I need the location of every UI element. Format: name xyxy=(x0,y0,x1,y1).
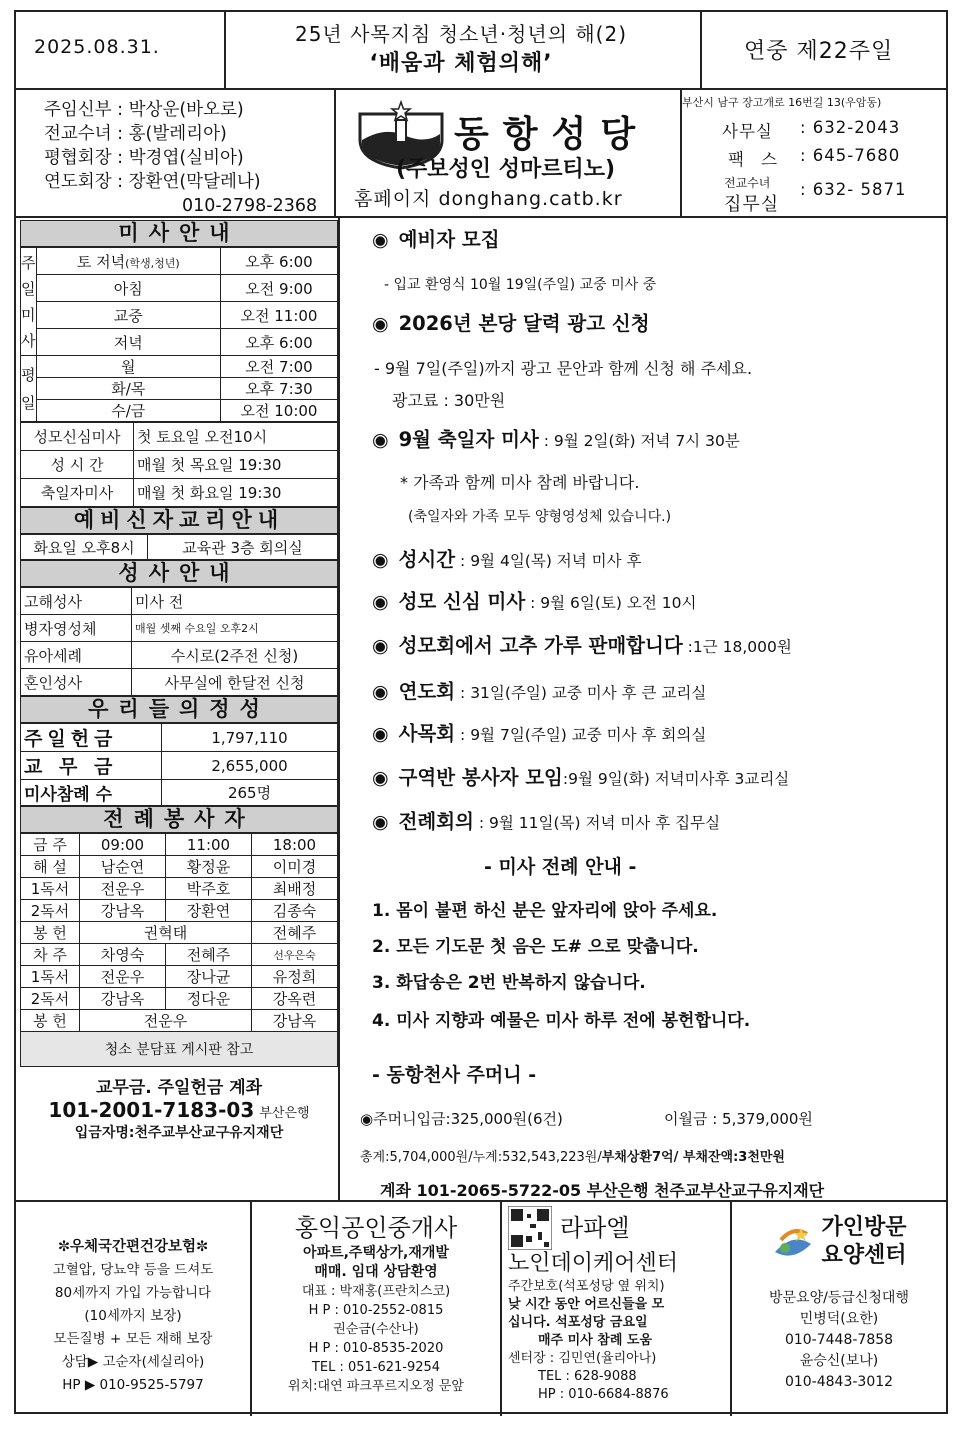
server-role: 봉 헌 xyxy=(21,1010,80,1032)
server-role: 1독서 xyxy=(21,966,80,988)
account-bank: 부산은행 xyxy=(259,1106,310,1121)
patron-saint: (주보성인 성마르티노) xyxy=(396,157,616,182)
notice-item: ◉ 성모 신심 미사 : 9월 6일(토) 오전 10시 xyxy=(372,590,697,613)
mass-time: 오전 10:00 xyxy=(221,400,338,422)
ad-subtitle: 요양센터 xyxy=(821,1243,907,1268)
liturgical-week: 연중 제22주일 xyxy=(744,39,894,64)
ad-line: 010-4843-3012 xyxy=(784,1374,894,1390)
server-role: 2독서 xyxy=(21,900,80,922)
notice-detail: * 가족과 함께 미사 참례 바랍니다. xyxy=(400,473,640,492)
church-address: 부산시 남구 장고개로 16번길 13(우암동) xyxy=(682,96,882,109)
ads-section xyxy=(16,1200,946,1416)
ad-line: HP ▶ 010-9525-5797 xyxy=(62,1377,204,1393)
ad-line: 센터장 : 김민연(율리아나) xyxy=(508,1351,657,1366)
office-phone: : 632-2043 xyxy=(800,118,901,137)
catechumen-table xyxy=(20,534,338,560)
ad-line: 매매. 임대 상담환영 xyxy=(314,1264,438,1280)
ad-line: 윤승신(보나) xyxy=(799,1353,879,1369)
offering-value: 2,655,000 xyxy=(162,752,338,780)
bulletin-page xyxy=(14,10,948,1414)
ad-line: 방문요양/등급신청대행 xyxy=(769,1290,909,1306)
ad-line: 민병덕(요한) xyxy=(799,1311,879,1327)
notice-detail: - 입교 환영식 10월 19일(주일) 교중 미사 중 xyxy=(384,277,657,293)
church-name: 동항성당 xyxy=(454,114,650,155)
offering-value: 1,797,110 xyxy=(162,724,338,752)
ad-title: 라파엘 xyxy=(560,1214,630,1242)
offering-name: 주일헌금 xyxy=(21,724,162,752)
staff-phone: 010-2798-2368 xyxy=(182,196,318,216)
account-left xyxy=(20,1073,338,1142)
ad-line: 고혈압, 당뇨약 등을 드셔도 xyxy=(52,1262,214,1278)
ad-line: (10세까지 보장) xyxy=(84,1308,182,1324)
server-cell: 강남옥 xyxy=(252,1010,338,1032)
offering-name: 미사참례 수 xyxy=(21,780,162,806)
notice-detail: 광고료 : 30만원 xyxy=(392,391,506,410)
ad-title: 가인방문 xyxy=(821,1215,907,1240)
server-cell: 강옥련 xyxy=(252,988,338,1010)
liturgy-item: 4. 미사 지향과 예물은 미사 하루 전에 봉헌합니다. xyxy=(372,1011,751,1031)
staff-pastor: 주임신부 : 박상운(바오로) xyxy=(44,100,244,120)
server-cell: 전운우 xyxy=(80,878,166,900)
mass-time: 오전 7:00 xyxy=(221,356,338,378)
servers-header: 18:00 xyxy=(252,834,338,856)
sacrament-info: 매월 셋째 수요일 오후2시 xyxy=(132,615,338,642)
mass-schedule-title: 미사안내 xyxy=(20,220,338,247)
notice-item: ◉ 전례회의 : 9월 11일(목) 저녁 미사 후 집무실 xyxy=(372,810,721,833)
pocket-carryover: 이월금 : 5,379,000원 xyxy=(664,1110,813,1128)
staff-council: 평협회장 : 박경엽(실비아) xyxy=(44,148,244,168)
server-cell: 김종숙 xyxy=(252,900,338,922)
pastoral-theme xyxy=(226,20,696,78)
ad-line: TEL : 051-621-9254 xyxy=(311,1360,441,1375)
pocket-account: 계좌 101-2065-5722-05 부산은행 천주교부산교구유지재단 xyxy=(380,1181,825,1200)
ad-subtitle: 노인데이케어센터 xyxy=(508,1251,679,1276)
pocket-title: - 동항천사 주머니 - xyxy=(372,1064,537,1086)
ad-line: H P : 010-2552-0815 xyxy=(308,1303,444,1318)
server-cell: 전혜주 xyxy=(252,922,338,944)
sunday-mass-label: 주 일 미 사 xyxy=(21,248,37,356)
fax-phone: : 645-7680 xyxy=(800,146,901,165)
server-cell: 남순연 xyxy=(80,856,166,878)
catechumen-time: 화요일 오후8시 xyxy=(21,535,148,560)
mass-name: 교중 xyxy=(36,302,221,329)
ad-line: 모든질병 + 모든 재해 보장 xyxy=(53,1331,213,1347)
notice-item: ◉ 2026년 본당 달력 광고 신청 xyxy=(372,312,650,335)
bulletin-header xyxy=(16,12,946,90)
ad-line: 010-7448-7858 xyxy=(784,1332,894,1348)
notice-item: ◉ 예비자 모집 xyxy=(372,228,500,251)
special-time: 첫 토요일 오전10시 xyxy=(134,423,338,451)
ad-realty xyxy=(252,1202,500,1416)
mass-time: 오후 6:00 xyxy=(221,329,338,356)
servers-header: 금 주 xyxy=(21,834,80,856)
server-cell: 장나균 xyxy=(166,966,252,988)
special-mass-table xyxy=(20,422,338,507)
account-title: 교무금. 주일헌금 계좌 xyxy=(95,1078,263,1098)
special-name: 축일자미사 xyxy=(21,479,134,507)
mass-name: 월 xyxy=(36,356,221,378)
special-time: 매월 첫 목요일 19:30 xyxy=(134,451,338,479)
server-cell: 선우은숙 xyxy=(252,944,338,966)
server-cell: 전혜주 xyxy=(166,944,252,966)
staff-sister: 전교수녀 : 홍(발레리아) xyxy=(44,124,227,144)
mass-schedule-table xyxy=(20,247,338,422)
mass-time: 오후 7:30 xyxy=(221,378,338,400)
ad-homecare xyxy=(732,1202,946,1416)
sacrament-info: 수시로(2주전 신청) xyxy=(132,642,338,669)
account-holder: 입금자명:천주교부산교구유지재단 xyxy=(74,1125,284,1141)
sister-label: 전교수녀 xyxy=(724,176,771,190)
server-cell: 박주호 xyxy=(166,878,252,900)
ad-line: H P : 010-8535-2020 xyxy=(308,1341,444,1356)
server-role: 1독서 xyxy=(21,878,80,900)
server-role: 해 설 xyxy=(21,856,80,878)
notice-item: ◉ 성모회에서 고추 가루 판매합니다 :1근 18,000원 xyxy=(372,634,792,657)
notice-item: ◉ 연도회 : 31일(주일) 교중 미사 후 큰 교리실 xyxy=(372,680,707,703)
servers-header: 09:00 xyxy=(80,834,166,856)
sister-phone: : 632- 5871 xyxy=(800,180,907,199)
staff-yeondo: 연도회장 : 장환연(막달레나) xyxy=(44,172,261,192)
liturgy-item: 1. 몸이 불편 하신 분은 앞자리에 앉아 주세요. xyxy=(372,901,718,921)
offering-name: 교 무 금 xyxy=(21,752,162,780)
staff-list xyxy=(22,98,332,218)
notice-item: ◉ 사목회 : 9월 7일(주일) 교중 미사 후 회의실 xyxy=(372,722,707,745)
mass-time: 오전 9:00 xyxy=(221,275,338,302)
fax-label: 팩 스 xyxy=(728,150,784,169)
offering-title: 우리들의정성 xyxy=(20,696,338,723)
ad-line: 위치:대연 파크푸르지오정 문앞 xyxy=(288,1379,464,1394)
server-cell: 유정희 xyxy=(252,966,338,988)
sister-room: 집무실 xyxy=(724,194,780,215)
offering-value: 265명 xyxy=(162,780,338,806)
cleaning-note: 청소 분담표 게시판 참고 xyxy=(21,1032,338,1067)
ad-insurance xyxy=(16,1202,250,1416)
mass-name: 수/금 xyxy=(36,400,221,422)
qr-code-icon[interactable] xyxy=(508,1206,552,1250)
server-cell: 이미경 xyxy=(252,856,338,878)
homecare-logo-icon xyxy=(771,1222,815,1262)
server-cell: 강남옥 xyxy=(80,988,166,1010)
catechumen-place: 교육관 3층 회의실 xyxy=(148,535,338,560)
pocket-totals: 총계:5,704,000원/누계:532,543,223원/부채상환7억/ 부채잔액:3천만원 xyxy=(360,1150,785,1165)
mass-time: 오후 6:00 xyxy=(221,248,338,275)
mass-name: 화/목 xyxy=(36,378,221,400)
left-column xyxy=(20,220,338,1142)
server-cell: 최배정 xyxy=(252,878,338,900)
special-name: 성모신심미사 xyxy=(21,423,134,451)
server-role: 차 주 xyxy=(21,944,80,966)
weekday-mass-label: 평 일 xyxy=(21,356,37,422)
server-cell: 전운우 xyxy=(80,1010,252,1032)
ad-line: 십니다. 석포성당 금요일 xyxy=(508,1315,648,1330)
catechumen-title: 예비신자교리안내 xyxy=(20,507,338,534)
sacrament-name: 고해성사 xyxy=(21,588,132,615)
sacrament-name: 유아세례 xyxy=(21,642,132,669)
ad-line: 주간보호(석포성당 옆 위치) xyxy=(508,1279,665,1294)
mass-name: 아침 xyxy=(36,275,221,302)
server-cell: 강남옥 xyxy=(80,900,166,922)
theme-line2: ‘배움과 체험의해’ xyxy=(369,51,553,76)
sacrament-info: 사무실에 한달전 신청 xyxy=(132,669,338,696)
office-label: 사무실 xyxy=(722,122,773,141)
notice-detail: (축일자와 가족 모두 양형영성체 있습니다.) xyxy=(408,509,672,525)
server-cell: 전운우 xyxy=(80,966,166,988)
sacraments-table xyxy=(20,587,338,696)
notice-item: ◉ 9월 축일자 미사 : 9월 2일(화) 저녁 7시 30분 xyxy=(372,428,740,451)
server-cell: 권혁태 xyxy=(80,922,252,944)
account-number: 101-2001-7183-03 xyxy=(48,1098,255,1122)
ad-line: 권순금(수산나) xyxy=(333,1322,419,1337)
ad-line: 낮 시간 동안 어르신들을 모 xyxy=(508,1297,665,1312)
liturgy-item: 3. 화답송은 2번 반복하지 않습니다. xyxy=(372,973,646,993)
ad-line: TEL : 628-9088 xyxy=(538,1369,637,1384)
notice-item: ◉ 구역반 봉사자 모임:9월 9일(화) 저녁미사후 3교리실 xyxy=(372,766,790,789)
servers-table xyxy=(20,833,338,1067)
ad-title: 홍익공인중개사 xyxy=(294,1214,458,1242)
ad-line: 대표 : 박재홍(프란치스코) xyxy=(301,1284,451,1299)
homepage-link[interactable]: 홈페이지 donghang.catb.kr xyxy=(354,188,623,210)
notice-item: ◉ 성시간 : 9월 4일(목) 저녁 미사 후 xyxy=(372,548,642,571)
church-info xyxy=(16,88,946,218)
server-role: 2독서 xyxy=(21,988,80,1010)
sacrament-name: 혼인성사 xyxy=(21,669,132,696)
ad-title: ✼우체국간편건강보험✼ xyxy=(57,1239,209,1255)
liturgy-item: 2. 모든 기도문 첫 음은 도# 으로 맞춥니다. xyxy=(372,937,699,957)
offering-table xyxy=(20,723,338,806)
theme-line1: 25년 사목지침 청소년·청년의 해(2) xyxy=(294,22,628,46)
mass-name: 토 저녁(학생,청년) xyxy=(36,248,221,275)
sacrament-name: 병자영성체 xyxy=(21,615,132,642)
server-cell: 장환연 xyxy=(166,900,252,922)
ad-daycare xyxy=(502,1202,730,1416)
sacraments-title: 성사안내 xyxy=(20,560,338,587)
server-cell: 정다운 xyxy=(166,988,252,1010)
ad-line: 80세까지 가입 가능합니다 xyxy=(54,1285,212,1301)
ad-line: HP : 010-6684-8876 xyxy=(538,1387,669,1402)
mass-name: 저녁 xyxy=(36,329,221,356)
pocket-income: ◉주머니입금:325,000원(6건) xyxy=(360,1110,563,1128)
notice-detail: - 9월 7일(주일)까지 광고 문안과 함께 신청 해 주세요. xyxy=(374,359,753,378)
ad-line: 아파트,주택상가,재개발 xyxy=(303,1245,449,1261)
issue-date: 2025.08.31. xyxy=(34,36,160,58)
liturgy-title: - 미사 전례 안내 - xyxy=(484,856,637,878)
server-cell: 황정윤 xyxy=(166,856,252,878)
mass-time: 오전 11:00 xyxy=(221,302,338,329)
ad-line: 매주 미사 참례 도움 xyxy=(538,1333,653,1348)
sacrament-info: 미사 전 xyxy=(132,588,338,615)
server-cell: 차영숙 xyxy=(80,944,166,966)
special-name: 성 시 간 xyxy=(21,451,134,479)
servers-header: 11:00 xyxy=(166,834,252,856)
servers-title: 전례봉사자 xyxy=(20,806,338,833)
special-time: 매월 첫 화요일 19:30 xyxy=(134,479,338,507)
ad-line: 상담▶ 고순자(세실리아) xyxy=(61,1354,205,1370)
server-role: 봉 헌 xyxy=(21,922,80,944)
